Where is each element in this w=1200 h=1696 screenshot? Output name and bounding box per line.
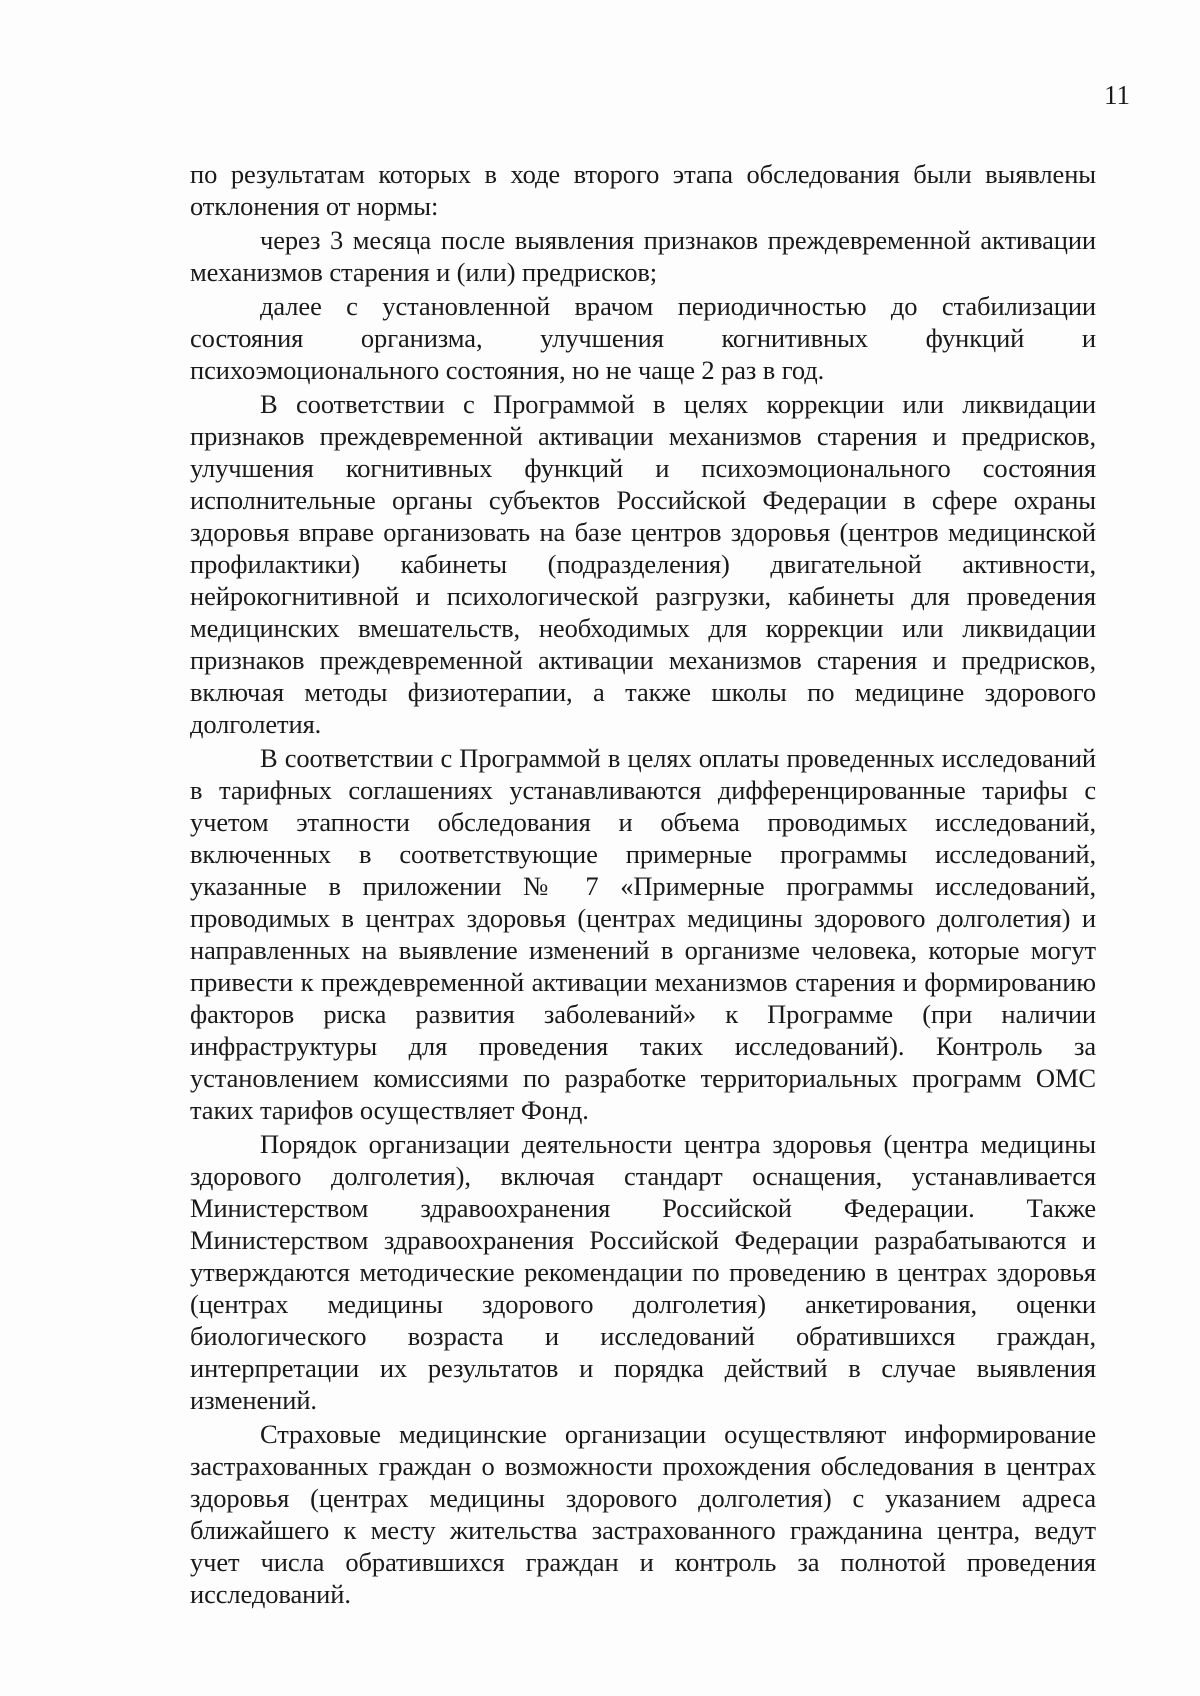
- paragraph-tariffs: В соответствии с Программой в целях оплаты проведенных исследований в тарифных соглашениях устанавливаются дифференцированные тарифы с учетом этапности обследования и объема проводимых исследований, включенных в соответствующие примерные программы исследований, указанные в приложении № 7 «Примерные программы исследований, проводимых в центрах здоровья (центрах медицины здорового долголетия) и направленных на выявление изменений в организме человека, которые могут привести к преждевременной активации механизмов старения и формированию факторов риска развития заболеваний» к Программе (при наличии инфраструктуры для проведения таких исследований). Контроль за установлением комиссиями по разработке территориальных программ ОМС таких тарифов осуществляет Фонд.: [190, 743, 1096, 1125]
- paragraph-insurance-organizations: Страховые медицинские организации осуществляют информирование застрахованных граждан о возможности прохождения обследования в центрах здоровья (центрах медицины здорового долголетия) с указанием адреса ближайшего к месту жительства застрахованного гражданина центра, ведут учет числа обратившихся граждан и контроль за полнотой проведения исследований.: [190, 1419, 1096, 1609]
- paragraph-organization-procedure: Порядок организации деятельности центра здоровья (центра медицины здорового долголетия), включая стандарт оснащения, устанавливается Министерством здравоохранения Российской Федерации. Также Министерством здравоохранения Российской Федерации разрабатываются и утверждаются методические рекомендации по проведению в центрах здоровья (центрах медицины здорового долголетия) анкетирования, оценки биологического возраста и исследований обратившихся граждан, интерпретации их результатов и порядка действий в случае выявления изменений.: [190, 1129, 1096, 1415]
- paragraph-continuation: по результатам которых в ходе второго этапа обследования были выявлены отклонения от нормы:: [190, 159, 1096, 221]
- page-number: 11: [1104, 80, 1130, 110]
- document-body: [190, 158, 1096, 1610]
- paragraph-list-item-2: далее с установленной врачом периодичностью до стабилизации состояния организма, улучшения когнитивных функций и психоэмоционального состояния, но не чаще 2 раз в год.: [190, 291, 1096, 385]
- paragraph-correction-cabinets: В соответствии с Программой в целях коррекции или ликвидации признаков преждевременной активации механизмов старения и предрисков, улучшения когнитивных функций и психоэмоционального состояния исполнительные органы субъектов Российской Федерации в сфере охраны здоровья вправе организовать на базе центров здоровья (центров медицинской профилактики) кабинеты (подразделения) двигательной активности, нейрокогнитивной и психологической разгрузки, кабинеты для проведения медицинских вмешательств, необходимых для коррекции или ликвидации признаков преждевременной активации механизмов старения и предрисков, включая методы физиотерапии, а также школы по медицине здорового долголетия.: [190, 389, 1096, 739]
- paragraph-list-item-1: через 3 месяца после выявления признаков преждевременной активации механизмов старения и (или) предрисков;: [190, 225, 1096, 287]
